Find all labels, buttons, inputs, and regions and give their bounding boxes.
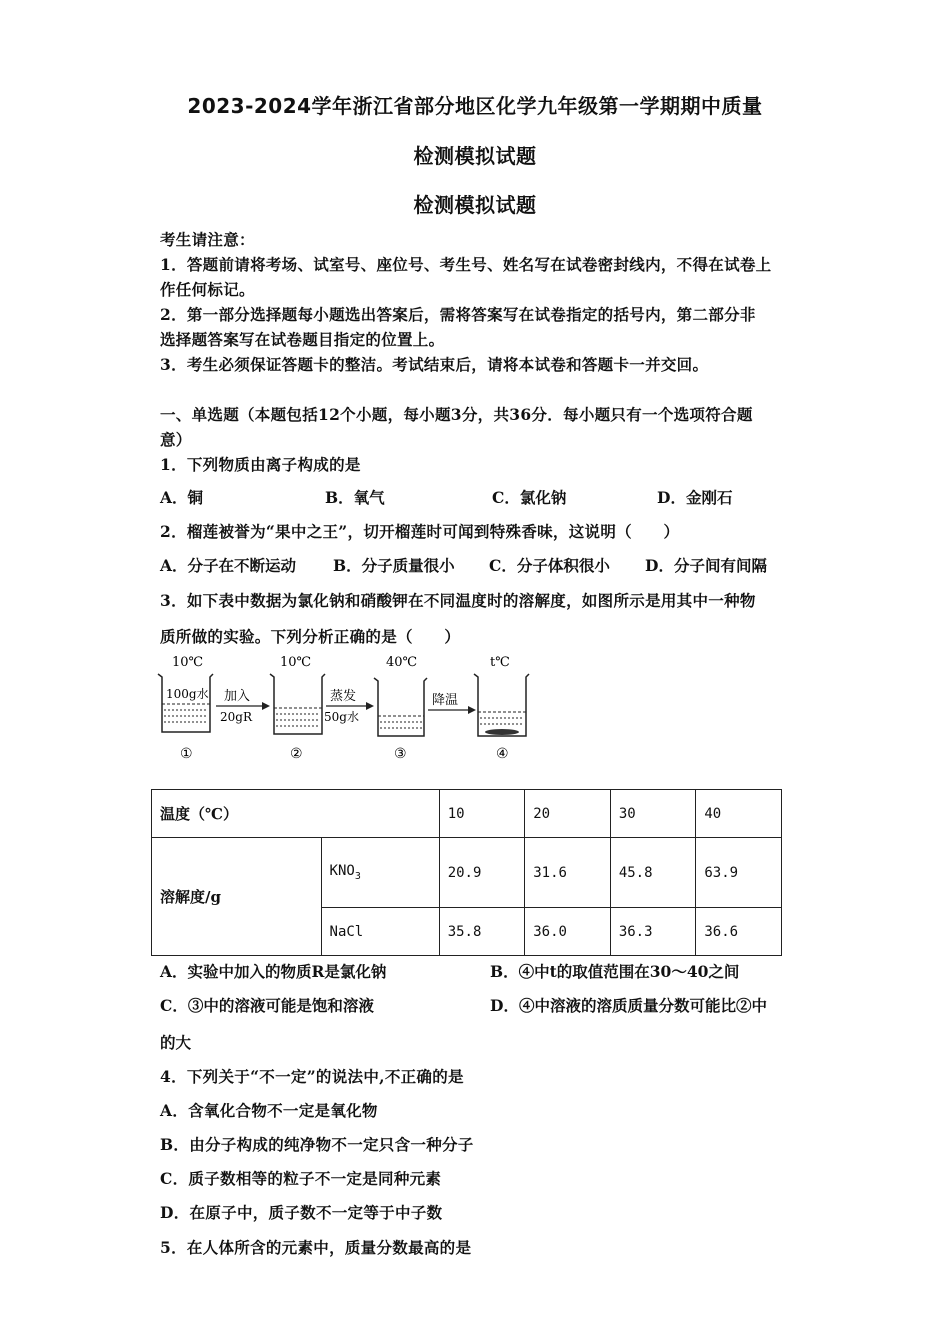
table-nacl-20: 36.0 (525, 908, 611, 956)
table-nacl-label: NaCl (321, 908, 439, 956)
step3-arrow (428, 693, 476, 714)
q4-stem: 4．下列关于“不一定”的说法中,不正确的是 (160, 1067, 464, 1086)
beaker1-temp: 10℃ (172, 655, 204, 670)
q3-experiment-figure (150, 650, 550, 765)
beaker2-temp: 10℃ (280, 655, 312, 670)
q2-option-b: B．分子质量很小 (333, 556, 455, 575)
q2-option-a: A．分子在不断运动 (160, 556, 297, 575)
beaker-2 (270, 674, 325, 734)
table-temp-30: 30 (610, 790, 696, 838)
notice-heading: 考生请注意： (160, 230, 255, 249)
beaker3-number: ③ (394, 746, 407, 762)
beaker-4 (474, 674, 529, 736)
table-kno3-10: 20.9 (439, 838, 525, 908)
beaker-3 (374, 678, 427, 736)
q3-option-d-line1: D．④中溶液的溶质质量分数可能比②中 (490, 996, 767, 1015)
table-kno3-label: $KNO_3$ (321, 838, 439, 908)
section1-heading-line1: 一、单选题（本题包括12个小题，每小题3分，共36分．每小题只有一个选项符合题 (160, 405, 753, 424)
table-nacl-10: 35.8 (439, 908, 525, 956)
table-solubility-label: 溶解度/g (152, 838, 322, 956)
q3-option-c: C．③中的溶液可能是饱和溶液 (160, 996, 374, 1015)
table-nacl-40: 36.6 (696, 908, 782, 956)
beaker-1 (158, 674, 213, 732)
exam-title-line3: 检测模拟试题 (413, 193, 537, 217)
beaker2-number: ② (290, 746, 303, 762)
q1-option-a: A．铜 (160, 488, 204, 507)
q4-option-a: A．含氧化合物不一定是氧化物 (160, 1101, 378, 1120)
table-kno3-20: 31.6 (525, 838, 611, 908)
table-row-kno3 (152, 838, 782, 908)
q3-option-d-line2: 的大 (160, 1033, 192, 1052)
q2-option-d: D．分子间有间隔 (645, 556, 767, 575)
step2-label-line2: 50g水 (324, 710, 359, 724)
q1-stem: 1．下列物质由离子构成的是 (160, 455, 361, 474)
exam-title-line2: 检测模拟试题 (413, 144, 537, 168)
table-header-temperature: 温度（℃） (152, 790, 440, 838)
notice-item3: 3．考生必须保证答题卡的整洁。考试结束后，请将本试卷和答题卡一并交回。 (160, 355, 709, 374)
step1-label-line2: 20gR (220, 710, 252, 724)
notice-item1-line2: 作任何标记。 (160, 280, 255, 299)
table-kno3-40: 63.9 (696, 838, 782, 908)
section1-heading-line2: 意） (160, 430, 192, 449)
solubility-table (151, 789, 782, 956)
step3-label: 降温 (432, 693, 459, 708)
notice-item2-line1: 2．第一部分选择题每小题选出答案后，需将答案写在试卷指定的括号内，第二部分非 (160, 305, 756, 324)
beaker4-temp: t℃ (490, 655, 510, 670)
crystal-precipitate (485, 729, 519, 735)
table-temp-40: 40 (696, 790, 782, 838)
q2-stem: 2．榴莲被誉为“果中之王”，切开榴莲时可闻到特殊香味，这说明（ ） (160, 522, 680, 541)
q1-option-d: D．金刚石 (657, 488, 733, 507)
q1-option-b: B．氧气 (325, 488, 385, 507)
q1-option-c: C．氯化钠 (492, 488, 567, 507)
notice-item1-line1: 1．答题前请将考场、试室号、座位号、考生号、姓名写在试卷密封线内，不得在试卷上 (160, 255, 772, 274)
step2-arrow (324, 688, 374, 724)
q4-option-d: D．在原子中，质子数不一定等于中子数 (160, 1203, 443, 1222)
q2-option-c: C．分子体积很小 (489, 556, 610, 575)
step1-arrow (216, 688, 270, 724)
beaker3-temp: 40℃ (386, 655, 418, 670)
beaker1-number: ① (180, 746, 193, 762)
table-temp-20: 20 (525, 790, 611, 838)
step1-label-line1: 加入 (224, 689, 251, 704)
table-nacl-30: 36.3 (610, 908, 696, 956)
exam-title-line1: 2023-2024学年浙江省部分地区化学九年级第一学期期中质量 (187, 94, 763, 118)
q3-stem-line2: 质所做的实验。下列分析正确的是（ ） (160, 627, 461, 646)
q4-option-b: B．由分子构成的纯净物不一定只含一种分子 (160, 1135, 474, 1154)
q4-option-c: C．质子数相等的粒子不一定是同种元素 (160, 1169, 442, 1188)
table-kno3-30: 45.8 (610, 838, 696, 908)
q3-stem-line1: 3．如下表中数据为氯化钠和硝酸钾在不同温度时的溶解度，如图所示是用其中一种物 (160, 591, 756, 610)
step2-label-line1: 蒸发 (330, 689, 357, 704)
beaker1-water-label: 100g水 (166, 687, 209, 701)
table-temp-10: 10 (439, 790, 525, 838)
beaker4-number: ④ (496, 746, 509, 762)
q3-option-b: B．④中t的取值范围在30～40之间 (490, 962, 740, 981)
table-row-temperature (152, 790, 782, 838)
q5-stem: 5．在人体所含的元素中，质量分数最高的是 (160, 1238, 472, 1257)
notice-item2-line2: 选择题答案写在试卷题目指定的位置上。 (160, 330, 445, 349)
q3-option-a: A．实验中加入的物质R是氯化钠 (160, 962, 387, 981)
